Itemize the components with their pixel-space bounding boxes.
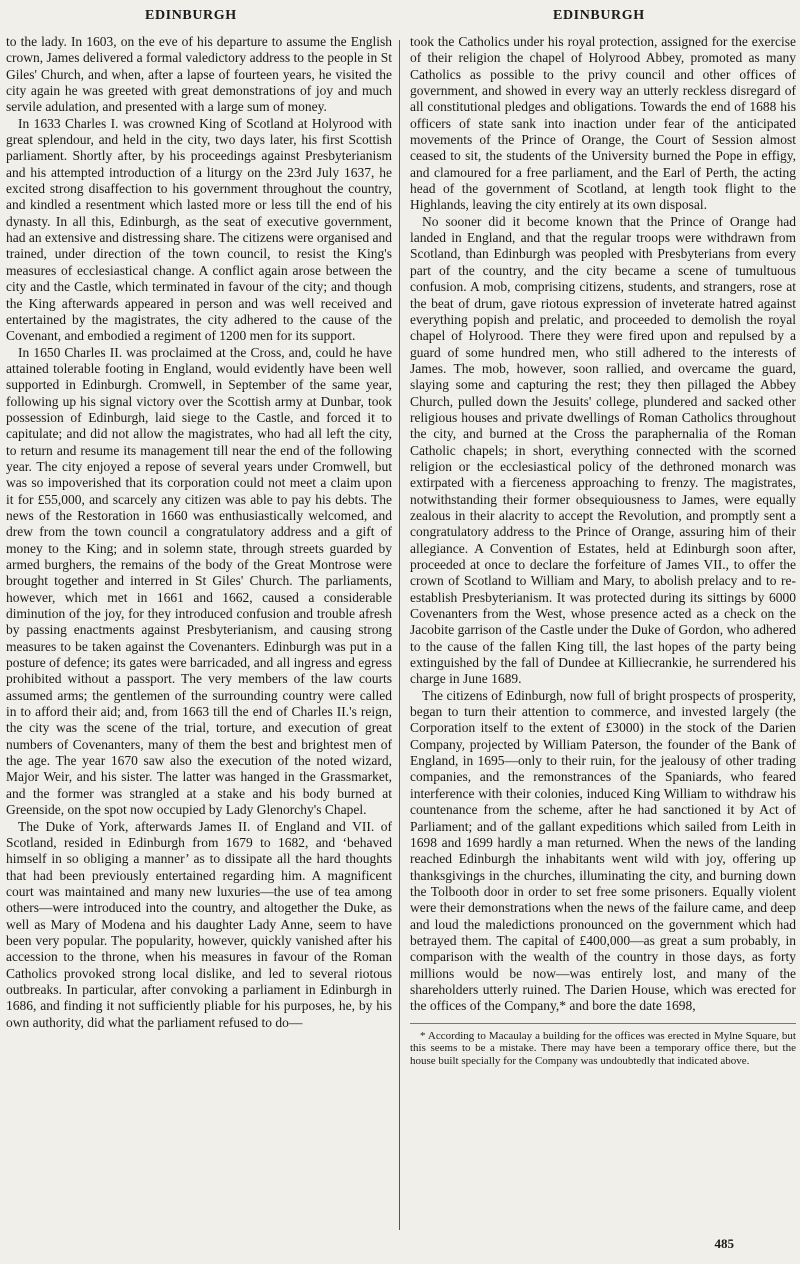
paragraph: No sooner did it become known that the Prince of Orange had landed in England, and that the regular troops were withdrawn from Scotland, than Edinburgh was peopled with Presbyterians from every part of the country, and the city became a scene of tumultuous confusion. A mob, comprising citizens, students, and strangers, rose at the beat of drum, gave riotous expression of inveterate hatred against everything popish and prelatic, and proceeded to demolish the royal chapel of Holyrood. There they were fired upon and repulsed by a guard of some hundred men, who still adhered to the interests of James. The mob, however, soon rallied, and overcame the guard, slaying some and capturing the rest; they then pillaged the Abbey Church, pulled down the Jesuits' college, plundered and sacked other religious houses and private dwellings of Roman Catholics throughout the city, and burned at the Cross the paraphernalia of the Roman Catholic chapels; in short, everything connected with the scorned religion or the ecclesiastical policy of the dethroned monarch was extirpated with a fierceness approaching to frenzy. The magistrates, notwithstanding their former obsequiousness to James, were equally zealous in their alacrity to accept the Revolution, and promptly sent a congratulatory address to the Prince of Orange, assuring him of their allegiance. A Convention of Estates, held at Edinburgh soon after, proceeded at once to declare the forfeiture of James VII., to offer the crown of Scotland to William and Mary, to abolish prelacy and to re-establish Presbyterianism. It was protected during its sittings by 6000 Covenanters from the West, whose presence acted as a check on the Jacobite garrison of the Castle under the Duke of Gordon, who adhered to the cause of the fallen King till, the last hopes of the party being extinguished by the fall of Dundee at Killiecrankie, he surrendered his charge in June 1689. xyxy=(410,213,796,687)
right-running-title: EDINBURGH xyxy=(553,8,645,23)
paragraph: In 1633 Charles I. was crowned King of Scotland at Holyrood with great splendour, and held in the city, two days later, his first Scottish parliament. Shortly after, by his proceedings against Presbyterianism and his attempted introduction of a liturgy on the 23rd July 1637, he excited strong disaffection to his government throughout the country, and kindled a resentment which lasted more or less till the end of his dynasty. In all this, Edinburgh, as the seat of executive government, had an extensive and distressing share. The citizens were organised and trained, under direction of the town council, to resist the King's measures of ecclesiastical change. A conflict again arose between the city and the Castle, which terminated in favour of the city; and though the King afterwards appeared in person and was well received and entertained by the magistrates, the city adhered to the cause of the Covenant, and embodied a regiment of 1200 men for its support. xyxy=(6,115,393,344)
paragraph: The citizens of Edinburgh, now full of bright prospects of prosperity, began to turn their attention to commerce, and invested largely (the Corporation itself to the extent of £3000) in the stock of the Darien Company, projected by William Paterson, the founder of the Bank of England, in 1695—only to their ruin, for the jealousy of other trading companies, and the remonstrances of the Spaniards, who feared interference with their colonies, induced King William to withdraw his countenance from the scheme, after he had sanctioned it by Act of Parliament; and of the gallant expeditions which sailed from Leith in 1698 and 1699 hardly a man returned. When the news of the landing reached Edinburgh the inhabitants went wild with joy, offering up thanksgivings in the churches, illuminating the city, and burning down the Tolbooth door in order to set free some prisoners. Equally violent were their demonstrations when the news of the failure came, and deep and loud the maledictions pronounced on the government which had betrayed them. The capital of £400,000—as great a sum probably, in comparison with the wealth of the country in those days, as forty millions would be now—was entirely lost, and many of the shareholders utterly ruined. The Darien House, which was erected for the offices of the Company,* and bore the date 1698, xyxy=(410,687,796,1014)
paragraph: to the lady. In 1603, on the eve of his departure to assume the English crown, James delivered a formal valedictory address to the people in St Giles' Church, and when, after a lapse of fourteen years, he visited the city again he was greeted with great demonstrations of joy and much servile adulation, and presented with a large sum of money. xyxy=(6,34,392,115)
paragraph: The Duke of York, afterwards James II. of England and VII. of Scotland, resided in Edinburgh from 1679 to 1682, and ‘behaved himself in so obliging a manner’ as to dissipate all the hard thoughts that had been previously entertained regarding him. A magnificent court was maintained and many new luxuries—the use of tea among others—were introduced into the country, and altogether the Duke, as well as Mary of Modena and his daughter Lady Anne, seem to have been very popular. The popularity, however, quickly vanished after his accession to the throne, when his measures in favour of the Roman Catholics provoked strong local dislike, and led to several riotous outbreaks. In particular, after convoking a parliament in Edinburgh in 1686, and finding it not sufficiently pliable for his purposes, he, by his own authority, did what the parliament refused to do— xyxy=(6,818,392,1030)
running-header xyxy=(0,8,800,28)
paragraph: took the Catholics under his royal protection, assigned for the exercise of their religion the chapel of Holyrood Abbey, promoted as many Catholics as possible to the privy council and other offices of government, and showed in every way an utterly reckless disregard of all constitutional pledges and obligations. Towards the end of 1688 his officers of state sank into inaction under fear of the anticipated movements of the Prince of Orange, the Court of Session almost ceased to sit, the students of the University burned the Pope in effigy, and clamoured for a free parliament, and the Earl of Perth, the acting head of the government of Scotland, at length took flight to the Highlands, leaving the city entirely at its own disposal. xyxy=(410,34,796,213)
text-columns xyxy=(6,34,794,1240)
left-column xyxy=(6,34,392,1031)
footnote: * According to Macaulay a building for the offices was erected in Mylne Square, but this seems to be a mistake. There may have been a temporary office there, but the house built specially for the Company was undoubtedly that indicated above. xyxy=(410,1023,796,1068)
left-running-title: EDINBURGH xyxy=(145,8,237,23)
right-column xyxy=(410,34,796,1067)
paragraph: In 1650 Charles II. was proclaimed at the Cross, and, could he have attained tolerable footing in England, would evidently have been well supported in Edinburgh. Cromwell, in September of the same year, following up his signal victory over the Scottish army at Dunbar, took possession of Edinburgh, laid siege to the Castle, and forced it to capitulate; and did not allow the magistrates, who had all left the city, to return and resume its management till near the end of the following year. The city enjoyed a repose of several years under Cromwell, but was so impoverished that its corporation could not meet a claim upon it for £55,000, and scarcely any citizen was able to pay his debts. The news of the Restoration in 1660 was enthusiastically welcomed, and drew from the town council a congratulatory address and a gift of money to the King; and in solemn state, through streets guarded by armed burghers, the remains of the body of the Great Montrose were brought together and interred in St Giles' Church. The parliaments, however, which met in 1661 and 1662, caused a considerable diminution of the joy, for they introduced confusion and trouble afresh by passing enactments against Presbyterianism, and causing strong measures to be taken against the Covenanters. Edinburgh was put in a posture of defence; its gates were barricaded, and all ingress and egress prohibited without a passport. The very members of the law courts assumed arms; the gentlemen of the surrounding country were called in to afford their aid; and, from 1663 till the end of Charles II.'s reign, the city was the scene of the trial, torture, and execution of great numbers of Covenanters, many of them the best and brightest men of the age. The year 1670 saw also the execution of the noted wizard, Major Weir, and his sister. The latter was hanged in the Grassmarket, and the former was strangled at a stake and his body burned at Greenside, on the spot now occupied by Lady Glenorchy's Chapel. xyxy=(6,344,392,818)
page-number: 485 xyxy=(714,1236,734,1251)
